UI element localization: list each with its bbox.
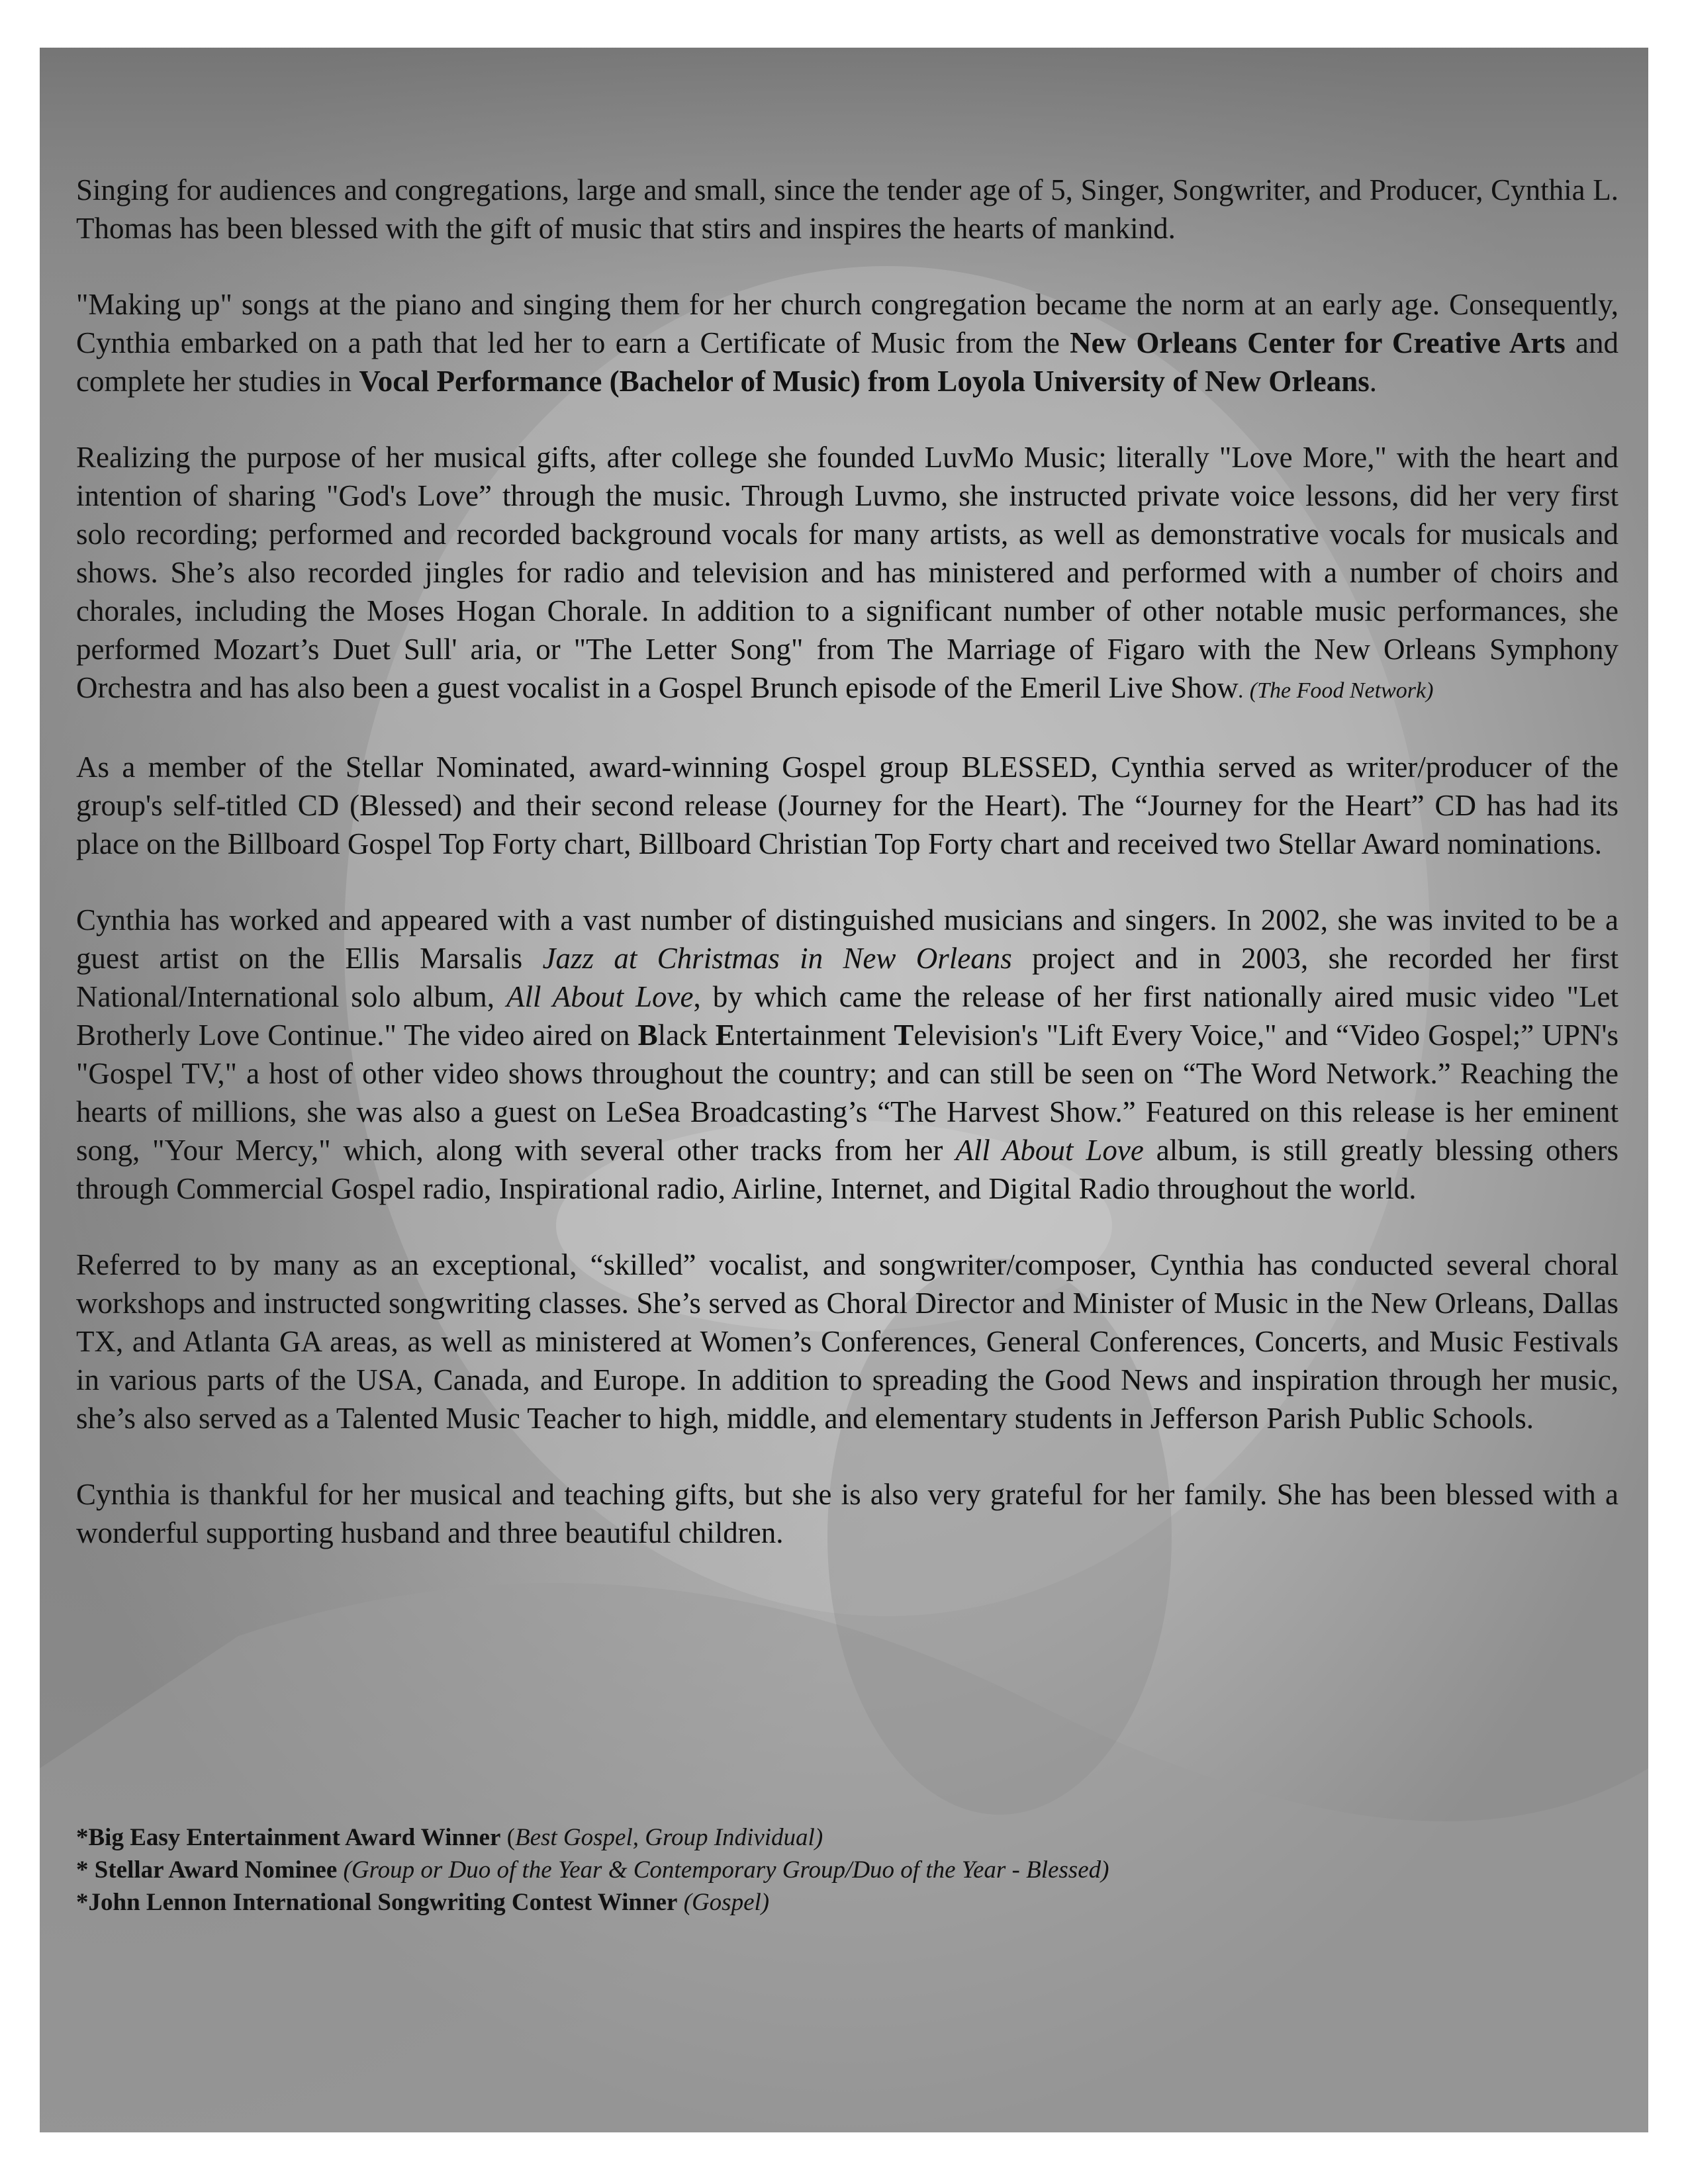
career-bet-lack: lack [657, 1019, 716, 1052]
awards-list [76, 1821, 1618, 1919]
career-bet-b: B [637, 1019, 658, 1052]
career-bet-e: E [715, 1019, 735, 1052]
award-separator: ( [500, 1824, 515, 1851]
award-category: (Gospel) [683, 1889, 770, 1916]
career-text-5: album, is still greatly blessing others through Commercial Gospel radio, Inspirational radio, Airline, Internet, and Digital Radio throughout the world. [76, 1134, 1618, 1205]
education-text-1: "Making up" songs at the piano and singing them for her church congregation became the norm at an early age. Consequently, Cynthia embarked on a path that led her to earn a Certificate of Music from the [76, 288, 1618, 359]
award-separator [337, 1856, 343, 1884]
biography-body [76, 171, 1618, 1552]
blessed-text: As a member of the Stellar Nominated, award-winning Gospel group BLESSED, Cynthia served as writer/producer of the group's self-titled CD (Blessed) and their second release (Journey for the Heart). The “Journey for the Heart” CD has had its place on the Billboard Gospel Top Forty chart, Billboard Christian Top Forty chart and received two Stellar Award nominations. [76, 751, 1618, 860]
education-text-2: and complete her studies in [76, 326, 1618, 398]
career-text-3: , by which came the release of her first nationally aired music video "Let Brotherly Love Continue." The video aired on [76, 980, 1618, 1052]
career-bet-t: T [894, 1019, 914, 1052]
bio-paragraph-blessed [76, 748, 1618, 863]
bio-paragraph-career [76, 901, 1618, 1208]
career-project-title: Jazz at Christmas in New Orleans [542, 942, 1012, 975]
bio-paragraph-intro-text: Singing for audiences and congregations, large and small, since the tender age of 5, Singer, Songwriter, and Producer, Cynthia L. Thomas has been blessed with the gift of music that stirs and inspires the hearts of mankind. [76, 173, 1618, 245]
award-item [76, 1854, 1618, 1886]
education-text-3: . [1369, 365, 1377, 398]
career-album-title-2: All About Love [955, 1134, 1144, 1167]
career-bet-ntertainment: ntertainment [735, 1019, 894, 1052]
bio-paragraph-education [76, 285, 1618, 400]
bio-paragraph-family [76, 1475, 1618, 1552]
education-degree: Vocal Performance (Bachelor of Music) from Loyola University of New Orleans [359, 365, 1370, 398]
award-category: Best Gospel, Group Individual) [514, 1824, 823, 1851]
award-category: (Group or Duo of the Year & Contemporary Group/Duo of the Year - Blessed) [343, 1856, 1109, 1884]
bio-paragraph-teaching [76, 1246, 1618, 1437]
career-text-1: Cynthia has worked and appeared with a vast number of distinguished musicians and singers. In 2002, she was invited to be a guest artist on the Ellis Marsalis [76, 903, 1618, 975]
luvmo-network-note: . (The Food Network) [1238, 678, 1434, 703]
career-album-title: All About Love [506, 980, 694, 1013]
career-text-2: project and in 2003, she recorded her first National/International solo album, [76, 942, 1618, 1013]
bio-paragraph-luvmo [76, 438, 1618, 710]
award-item [76, 1886, 1618, 1919]
award-item [76, 1821, 1618, 1854]
education-school-name: New Orleans Center for Creative Arts [1070, 326, 1566, 359]
award-title: * Stellar Award Nominee [76, 1856, 338, 1884]
bio-paragraph-intro [76, 171, 1618, 248]
award-separator [677, 1889, 683, 1916]
luvmo-text: Realizing the purpose of her musical gifts, after college she founded LuvMo Music; literally "Love More," with the heart and intention of sharing "God's Love” through the music. Through Luvmo, she instructed private voice lessons, did her very first solo recording; performed and recorded background vocals for many artists, as well as demonstrative vocals for musicals and shows. She’s also recorded jingles for radio and television and has ministered and performed with a number of choirs and chorales, including the Moses Hogan Chorale. In addition to a significant number of other notable music performances, she performed Mozart’s Duet Sull' aria, or "The Letter Song" from The Marriage of Figaro with the New Orleans Symphony Orchestra and has also been a guest vocalist in a Gospel Brunch episode of the Emeril Live Show [76, 441, 1618, 704]
award-title: *John Lennon International Songwriting Contest Winner [76, 1889, 678, 1916]
career-text-4: elevision's "Lift Every Voice," and “Video Gospel;” UPN's "Gospel TV," a host of other video shows throughout the country; and can still be seen on “The Word Network.” Reaching the hearts of millions, she was also a guest on LeSea Broadcasting’s “The Harvest Show.” Featured on this release is her eminent song, "Your Mercy," which, along with several other tracks from her [76, 1019, 1619, 1167]
award-title: *Big Easy Entertainment Award Winner [76, 1824, 501, 1851]
family-text: Cynthia is thankful for her musical and teaching gifts, but she is also very grateful for her family. She has been blessed with a wonderful supporting husband and three beautiful children. [76, 1478, 1618, 1549]
teaching-text: Referred to by many as an exceptional, “skilled” vocalist, and songwriter/composer, Cynthia has conducted several choral workshops and instructed songwriting classes. She’s served as Choral Director and Minister of Music in the New Orleans, Dallas TX, and Atlanta GA areas, as well as ministered at Women’s Conferences, General Conferences, Concerts, and Music Festivals in various parts of the USA, Canada, and Europe. In addition to spreading the Good News and inspiration through her music, she’s also served as a Talented Music Teacher to high, middle, and elementary students in Jefferson Parish Public Schools. [76, 1248, 1618, 1435]
